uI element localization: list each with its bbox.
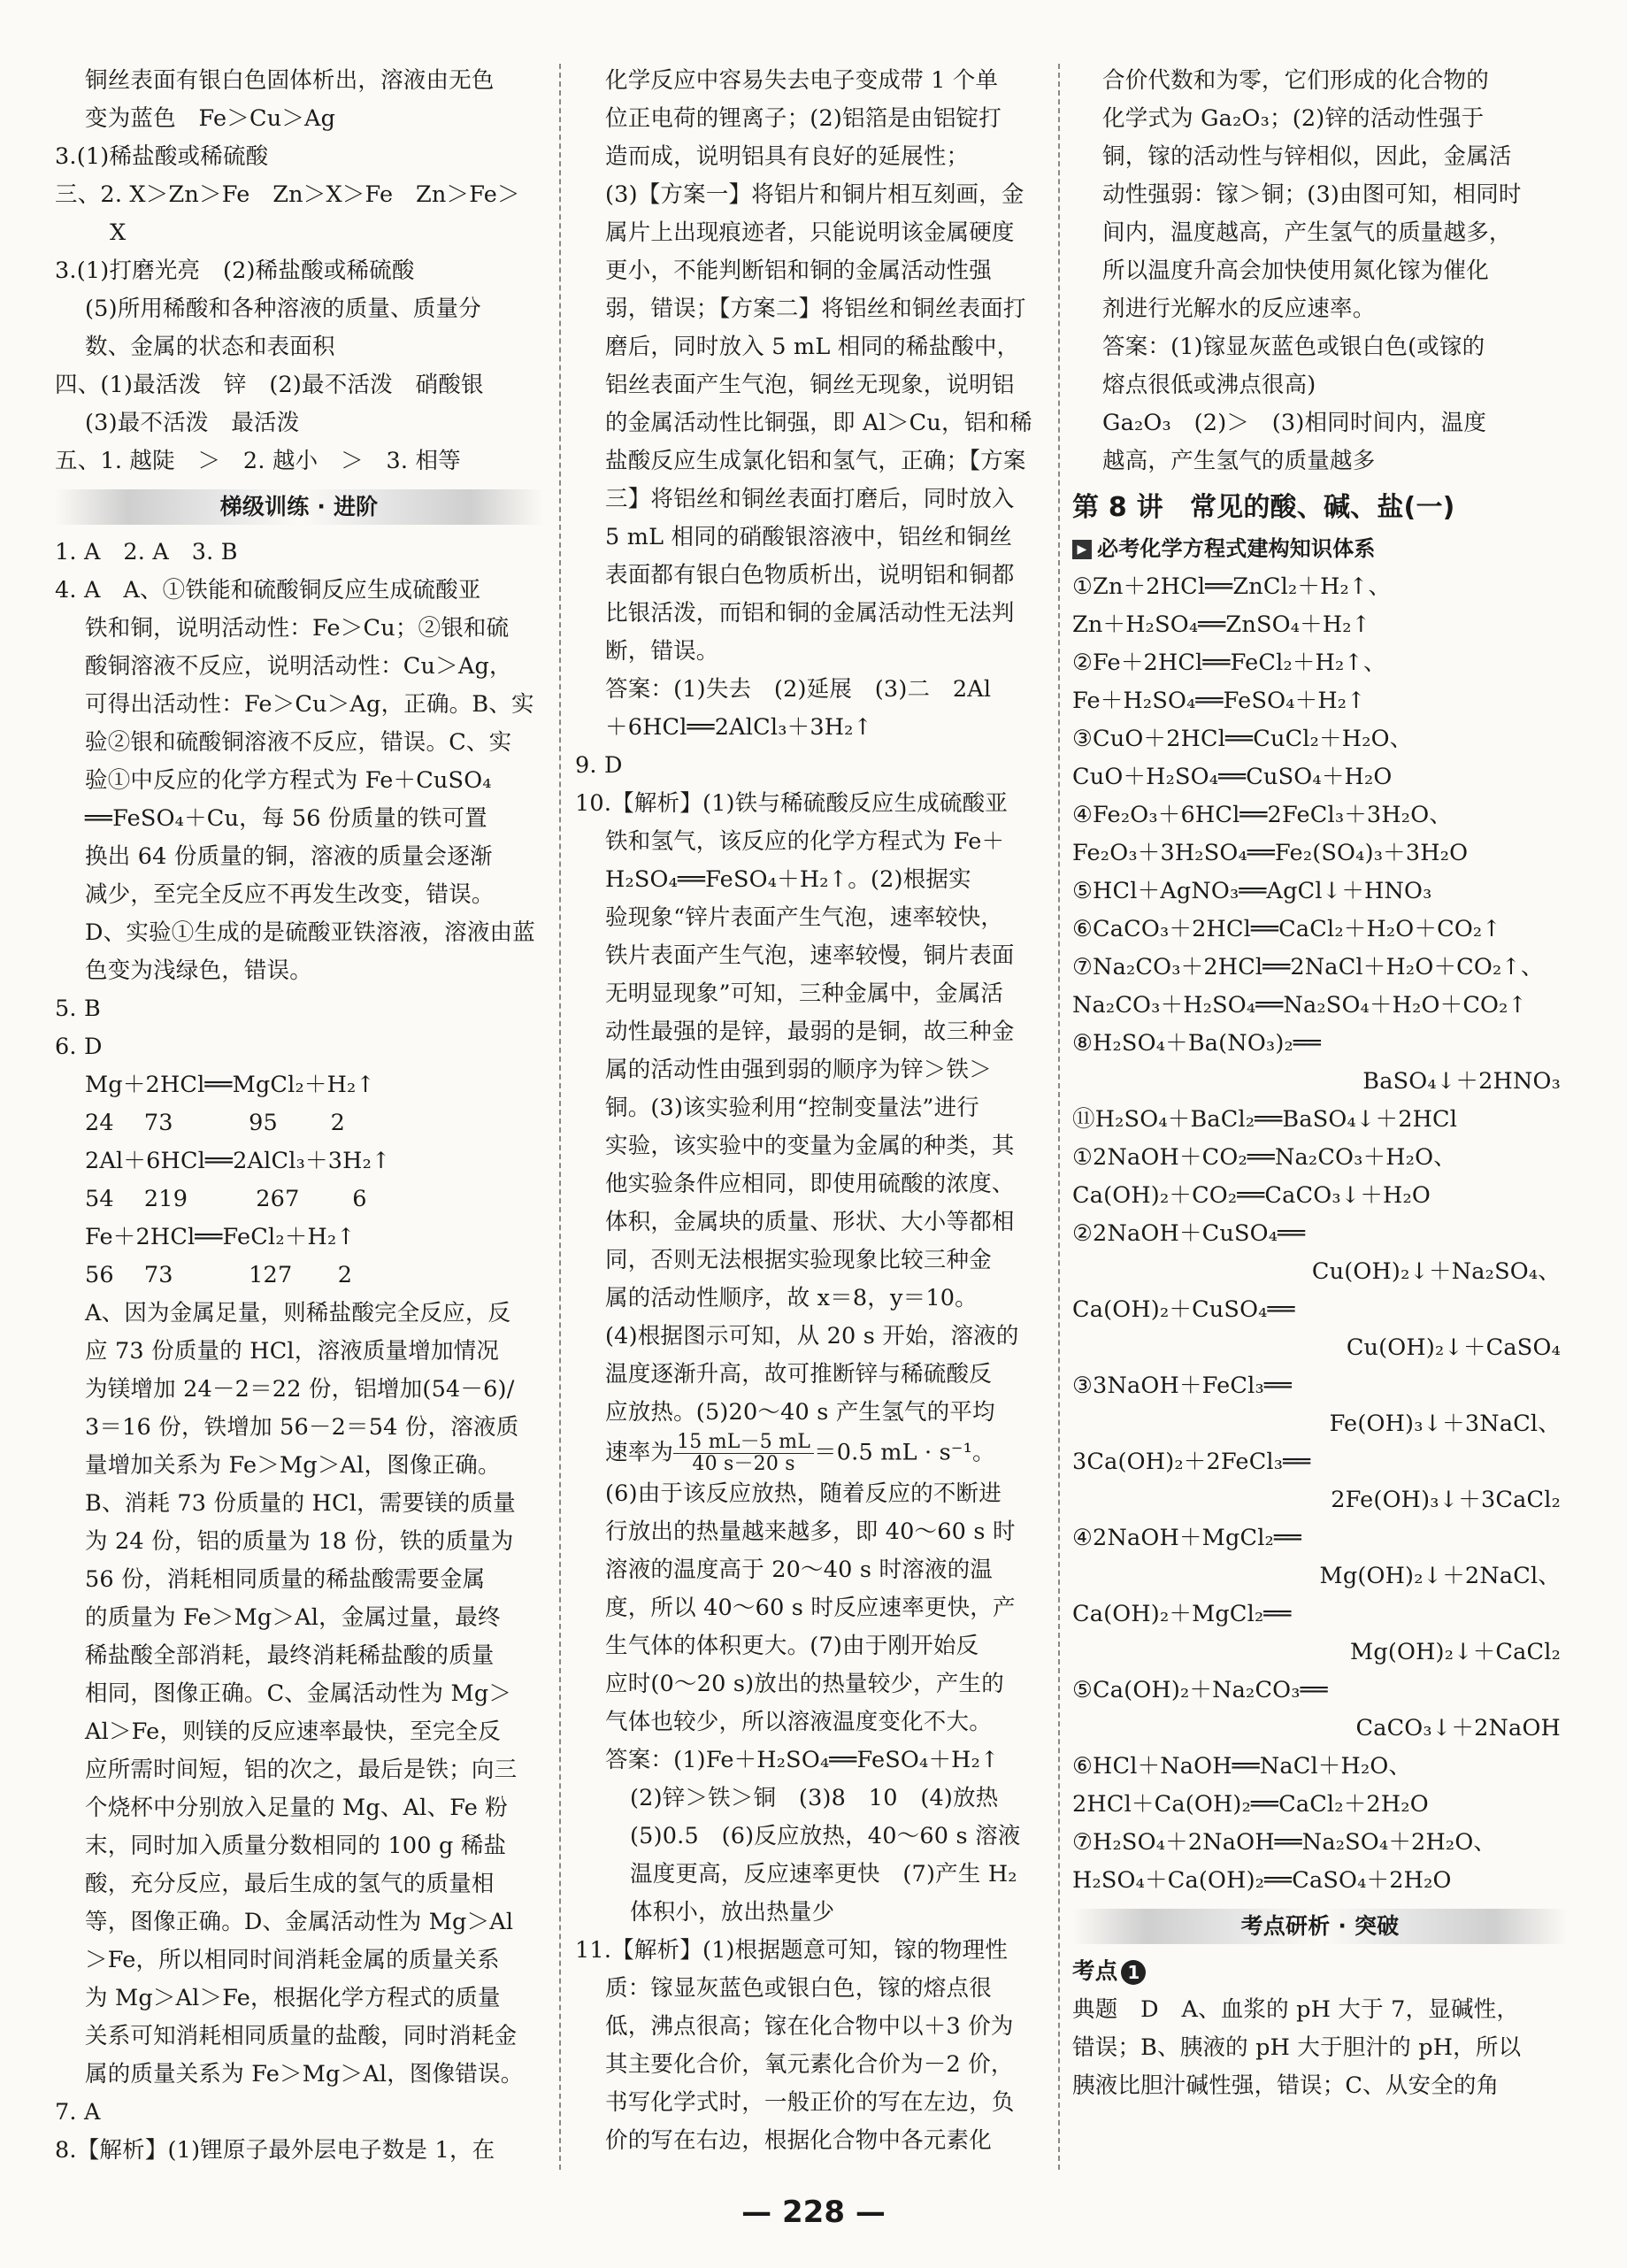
text-line: 所以温度升高会加快使用氮化镓为催化 xyxy=(1102,258,1489,284)
text-line: 低，沸点很高；镓在化合物中以＋3 价为 xyxy=(605,2013,1014,2040)
text-line: ＋6HCl══2AlCl₃＋3H₂↑ xyxy=(605,714,873,741)
text-line: H₂SO₄══FeSO₄＋H₂↑。(2)根据实 xyxy=(605,866,971,893)
text-line: Ga₂O₃ (2)＞ (3)相同时间内，温度 xyxy=(1102,410,1487,436)
text-line: 56 73 127 2 xyxy=(85,1262,353,1288)
text-line: (3)最不活泼 最活泼 xyxy=(85,410,300,436)
text-line: ①2NaOH＋CO₂══Na₂CO₃＋H₂O、 xyxy=(1072,1144,1456,1171)
text-line: Al＞Fe，则镁的反应速率最快，至完全反 xyxy=(85,1718,501,1745)
text-line: 3.(1)稀盐酸或稀硫酸 xyxy=(55,143,269,170)
text-line: 1. A 2. A 3. B xyxy=(55,539,238,565)
text-line: 9. D xyxy=(575,752,623,779)
text-line: 铜丝表面有银白色固体析出，溶液由无色 xyxy=(85,67,495,94)
text-line: 实验，该实验中的变量为金属的种类，其 xyxy=(605,1133,1015,1159)
text-line: CuO＋H₂SO₄══CuSO₄＋H₂O xyxy=(1072,764,1393,790)
text-line: ④Fe₂O₃＋6HCl══2FeCl₃＋3H₂O、 xyxy=(1072,802,1453,828)
text-line: 价的写在右边，根据化合物中各元素化 xyxy=(605,2127,992,2154)
text-line: 生气体的体积更大。(7)由于刚开始反 xyxy=(605,1633,979,1659)
text-line: 动性强弱：镓＞铜；(3)由图可知，相同时 xyxy=(1102,181,1522,208)
text-line: 铁和氢气，该反应的化学方程式为 Fe＋ xyxy=(605,828,1005,855)
text-line: 换出 64 份质量的铜，溶液的质量会逐渐 xyxy=(85,843,493,870)
text-line: D、实验①生成的是硫酸亚铁溶液，溶液由蓝 xyxy=(85,919,535,946)
kaodian-label: 考点 xyxy=(1072,1958,1118,1985)
text-line: ②2NaOH＋CuSO₄══ xyxy=(1072,1220,1306,1247)
text-line: 体积，金属块的质量、形状、大小等都相 xyxy=(605,1209,1015,1235)
text-line: (2)锌＞铁＞铜 (3)8 10 (4)放热 xyxy=(630,1785,999,1811)
text-line: 色变为浅绿色，错误。 xyxy=(85,957,313,984)
text-line: 他实验条件应相同，即使用硫酸的浓度、 xyxy=(605,1171,1015,1197)
text-line: 应时(0～20 s)放出的热量较少，产生的 xyxy=(605,1671,1004,1697)
text-line: 度，所以 40～60 s 时反应速率更快，产 xyxy=(605,1595,1016,1621)
text-line: 其主要化合价，氧元素化合价为－2 价， xyxy=(605,2051,1014,2078)
text-line: H₂SO₄＋Ca(OH)₂══CaSO₄＋2H₂O xyxy=(1072,1867,1452,1894)
text-line: 减少，至完全反应不再发生改变，错误。 xyxy=(85,881,495,908)
text-line: ③3NaOH＋FeCl₃══ xyxy=(1072,1372,1293,1399)
text-line: ══FeSO₄＋Cu，每 56 份质量的铁可置 xyxy=(85,805,487,832)
text-line: 三、2. X＞Zn＞Fe Zn＞X＞Fe Zn＞Fe＞ xyxy=(55,181,520,208)
text-line: 8.【解析】(1)锂原子最外层电子数是 1，在 xyxy=(55,2137,495,2164)
text-line: 3＝16 份，铁增加 56－2＝54 份，溶液质 xyxy=(85,1414,519,1441)
text-line: ⑤HCl＋AgNO₃══AgCl↓＋HNO₃ xyxy=(1072,878,1432,904)
text-line: 四、(1)最活泼 锌 (2)最不活泼 硝酸银 xyxy=(55,372,484,398)
kaodian-heading xyxy=(1072,1953,1568,1991)
text-line: 剂进行光解水的反应速率。 xyxy=(1102,296,1376,322)
text-line: 3Ca(OH)₂＋2FeCl₃══ xyxy=(1072,1449,1311,1475)
text-line: 断，错误。 xyxy=(605,638,719,665)
text-line: ⑧H₂SO₄＋Ba(NO₃)₂══ xyxy=(1072,1030,1322,1057)
text-line: 铝丝表面产生气泡，铜丝无现象，说明铝 xyxy=(605,372,1015,398)
text-line: 验①中反应的化学方程式为 Fe＋CuSO₄ xyxy=(85,767,492,794)
page-number: — 228 — xyxy=(741,2195,886,2230)
text-line: 化学式为 Ga₂O₃；(2)锌的活动性强于 xyxy=(1102,105,1485,132)
text-line: 2Fe(OH)₃↓＋3CaCl₂ xyxy=(1331,1487,1561,1513)
text-line: 等，图像正确。D、金属活动性为 Mg＞Al xyxy=(85,1909,514,1935)
text-line: 5. B xyxy=(55,996,101,1022)
text-line: ⑥HCl＋NaOH══NaCl＋H₂O、 xyxy=(1072,1753,1412,1780)
text-line: A、因为金属足量，则稀盐酸完全反应，反 xyxy=(85,1300,511,1326)
text-line: ③CuO＋2HCl══CuCl₂＋H₂O、 xyxy=(1072,726,1413,752)
text-line: 温度逐渐升高，故可推断锌与稀硫酸反 xyxy=(605,1361,992,1388)
text-line: Mg(OH)₂↓＋2NaCl、 xyxy=(1319,1563,1561,1589)
text-line: 10.【解析】(1)铁与稀硫酸反应生成硫酸亚 xyxy=(575,790,1009,817)
text-line: Fe＋H₂SO₄══FeSO₄＋H₂↑ xyxy=(1072,688,1366,714)
text-line: 典题 D A、血浆的 pH 大于 7，显碱性， xyxy=(1072,1996,1520,2023)
text-line: 盐酸反应生成氯化铝和氢气，正确；【方案 xyxy=(605,448,1026,474)
text-line: ⑤Ca(OH)₂＋Na₂CO₃══ xyxy=(1072,1677,1328,1703)
text-line: 相同，图像正确。C、金属活动性为 Mg＞ xyxy=(85,1680,512,1707)
text-line: 答案：(1)失去 (2)延展 (3)二 2Al xyxy=(605,676,992,703)
text-line: Fe₂O₃＋3H₂SO₄══Fe₂(SO₄)₃＋3H₂O xyxy=(1072,840,1469,866)
fraction xyxy=(673,1432,814,1475)
text-line: 24 73 95 2 xyxy=(85,1110,346,1136)
text-line: Ca(OH)₂＋CuSO₄══ xyxy=(1072,1296,1295,1323)
text-line: 书写化学式时，一般正价的写在左边，负 xyxy=(605,2089,1015,2116)
text-line: X xyxy=(110,219,127,246)
fraction-denominator: 40 s－20 s xyxy=(692,1453,795,1475)
text-line: 酸，充分反应，最后生成的氢气的质量相 xyxy=(85,1871,495,1897)
text-line: 4. A A、①铁能和硫酸铜反应生成硫酸亚 xyxy=(55,577,481,604)
section-banner: 考点研析 · 突破 xyxy=(1072,1909,1568,1944)
text-line: ⑦H₂SO₄＋2NaOH══Na₂SO₄＋2H₂O、 xyxy=(1072,1829,1497,1856)
text-line: ⑦Na₂CO₃＋2HCl══2NaCl＋H₂O＋CO₂↑、 xyxy=(1072,954,1544,980)
text-line: 体积小，放出热量少 xyxy=(630,1899,835,1926)
text-line: Ca(OH)₂＋CO₂══CaCO₃↓＋H₂O xyxy=(1072,1182,1431,1209)
text-line: 无明显现象”可知，三种金属中，金属活 xyxy=(605,980,1004,1007)
column-divider-1 xyxy=(559,64,561,2170)
rate-formula-line xyxy=(575,1432,1067,1475)
text-line: ①Zn＋2HCl══ZnCl₂＋H₂↑、 xyxy=(1072,573,1392,600)
text-line: 同，否则无法根据实验现象比较三种金 xyxy=(605,1247,992,1273)
text-line: 弱，错误；【方案二】将铝丝和铜丝表面打 xyxy=(605,296,1026,322)
chapter-title: 第 8 讲 常见的酸、碱、盐(一) xyxy=(1072,492,1455,523)
text-line: 关系可知消耗相同质量的盐酸，同时消耗金 xyxy=(85,2023,518,2049)
text-line: Fe＋2HCl══FeCl₂＋H₂↑ xyxy=(85,1224,356,1250)
text-line: B、消耗 73 份质量的 HCl，需要镁的质量 xyxy=(85,1490,517,1517)
text-line: 属的活动性由强到弱的顺序为锌＞铁＞ xyxy=(605,1057,992,1083)
text-line: Cu(OH)₂↓＋CaSO₄ xyxy=(1346,1334,1561,1361)
knowledge-heading xyxy=(1072,530,1568,568)
knowledge-heading-text: 必考化学方程式建构知识体系 xyxy=(1097,536,1376,561)
text-line: 应所需时间短，铝的次之，最后是铁；向三 xyxy=(85,1757,518,1783)
column-2 xyxy=(575,62,1067,2160)
text-line: 为 24 份，铝的质量为 18 份，铁的质量为 xyxy=(85,1528,514,1555)
text-line: 磨后，同时放入 5 mL 相同的稀盐酸中， xyxy=(605,334,1020,360)
text-line: CaCO₃↓＋2NaOH xyxy=(1355,1715,1561,1741)
text-line: 质：镓显灰蓝色或银白色，镓的熔点很 xyxy=(605,1975,992,2002)
text-line: 化学反应中容易失去电子变成带 1 个单 xyxy=(605,67,999,94)
text-line: ④2NaOH＋MgCl₂══ xyxy=(1072,1525,1302,1551)
text-line: 铜。(3)该实验利用“控制变量法”进行 xyxy=(605,1095,979,1121)
text-line: 答案：(1)Fe＋H₂SO₄══FeSO₄＋H₂↑ xyxy=(605,1747,1000,1773)
text-line: 间内，温度越高，产生氢气的质量越多， xyxy=(1102,219,1512,246)
text-line: 2Al＋6HCl══2AlCl₃＋3H₂↑ xyxy=(85,1148,391,1174)
column-1 xyxy=(55,62,543,2170)
text-line: 属的质量关系为 Fe＞Mg＞Al，图像错误。 xyxy=(85,2061,524,2087)
text-line: 位正电荷的锂离子；(2)铝箔是由铝锭打 xyxy=(605,105,1002,132)
text-line: ⑥CaCO₃＋2HCl══CaCl₂＋H₂O＋CO₂↑ xyxy=(1072,916,1501,942)
text-line: 行放出的热量越来越多，即 40～60 s 时 xyxy=(605,1518,1016,1545)
text-line: 表面都有银白色物质析出，说明铝和铜都 xyxy=(605,562,1015,588)
text-line: 11.【解析】(1)根据题意可知，镓的物理性 xyxy=(575,1937,1009,1964)
text-line: 2HCl＋Ca(OH)₂══CaCl₂＋2H₂O xyxy=(1072,1791,1429,1818)
text-line: 5 mL 相同的硝酸银溶液中，铝丝和铜丝 xyxy=(605,524,1013,550)
text-line: 3.(1)打磨光亮 (2)稀盐酸或稀硫酸 xyxy=(55,258,415,284)
text-line: 合价代数和为零，它们形成的化合物的 xyxy=(1102,67,1489,94)
text-line: 五、1. 越陡 ＞ 2. 越小 ＞ 3. 相等 xyxy=(55,448,461,474)
text-line: BaSO₄↓＋2HNO₃ xyxy=(1362,1068,1561,1095)
text-line: 验②银和硫酸铜溶液不反应，错误。C、实 xyxy=(85,729,512,756)
number-badge: 1 xyxy=(1121,1960,1146,1985)
text-line: 溶液的温度高于 20～40 s 时溶液的温 xyxy=(605,1557,993,1583)
text-line: 54 219 267 6 xyxy=(85,1186,367,1212)
text-line: 可得出活动性：Fe＞Cu＞Ag，正确。B、实 xyxy=(85,691,534,718)
text-line: 酸铜溶液不反应，说明活动性：Cu＞Ag， xyxy=(85,653,512,680)
text-line: (5)所用稀酸和各种溶液的质量、质量分 xyxy=(85,296,481,322)
text-line: 铁片表面产生气泡，速率较慢，铜片表面 xyxy=(605,942,1015,969)
text-line: 熔点很低或沸点很高) xyxy=(1102,372,1316,398)
text-line: 6. D xyxy=(55,1034,103,1060)
text-line: 变为蓝色 Fe＞Cu＞Ag xyxy=(85,105,336,132)
text-line: ②Fe＋2HCl══FeCl₂＋H₂↑、 xyxy=(1072,650,1386,676)
text-line: Zn＋H₂SO₄══ZnSO₄＋H₂↑ xyxy=(1072,611,1371,638)
text-line: 错误；B、胰液的 pH 大于胆汁的 pH，所以 xyxy=(1072,2034,1522,2061)
text-line: 比银活泼，而铝和铜的金属活动性无法判 xyxy=(605,600,1015,627)
text-line: 的质量为 Fe＞Mg＞Al，金属过量，最终 xyxy=(85,1604,501,1631)
text-line: 为镁增加 24－2＝22 份，铝增加(54－6)/ xyxy=(85,1376,515,1403)
text-line: 属的活动性顺序，故 x＝8，y＝10。 xyxy=(605,1285,978,1311)
text-line: 属片上出现痕迹者，只能说明该金属硬度 xyxy=(605,219,1015,246)
text-line: 数、金属的状态和表面积 xyxy=(85,334,335,360)
text-line: Na₂CO₃＋H₂SO₄══Na₂SO₄＋H₂O＋CO₂↑ xyxy=(1072,992,1528,1019)
text-line: 三】将铝丝和铜丝表面打磨后，同时放入 xyxy=(605,486,1015,512)
text-line: (6)由于该反应放热，随着反应的不断进 xyxy=(605,1480,1002,1507)
text-line: Fe(OH)₃↓＋3NaCl、 xyxy=(1329,1411,1561,1437)
text-line: 56 份，消耗相同质量的稀盐酸需要金属 xyxy=(85,1566,486,1593)
text-line: 为 Mg＞Al＞Fe，根据化学方程式的质量 xyxy=(85,1985,501,2011)
text-line: (3)【方案一】将铝片和铜片相互刻画，金 xyxy=(605,181,1025,208)
text-line: 铁和铜，说明活动性：Fe＞Cu；②银和硫 xyxy=(85,615,510,642)
text-line: 末，同时加入质量分数相同的 100 g 稀盐 xyxy=(85,1833,507,1859)
formula-prefix: 速率为 xyxy=(605,1439,674,1466)
text-line: ⑪H₂SO₄＋BaCl₂══BaSO₄↓＋2HCl xyxy=(1072,1106,1458,1133)
text-line: 动性最强的是锌，最弱的是铜，故三种金 xyxy=(605,1019,1015,1045)
text-line: 铜，镓的活动性与锌相似，因此，金属活 xyxy=(1102,143,1512,170)
text-line: 量增加关系为 Fe＞Mg＞Al，图像正确。 xyxy=(85,1452,501,1479)
text-line: 气体也较少，所以溶液温度变化不大。 xyxy=(605,1709,992,1735)
text-line: 个烧杯中分别放入足量的 Mg、Al、Fe 粉 xyxy=(85,1795,509,1821)
play-icon: ▶ xyxy=(1072,540,1092,559)
text-line: 7. A xyxy=(55,2099,101,2126)
text-line: Mg(OH)₂↓＋CaCl₂ xyxy=(1350,1639,1561,1665)
text-line: (4)根据图示可知，从 20 s 开始，溶液的 xyxy=(605,1323,1019,1349)
text-line: 的金属活动性比铜强，即 Al＞Cu，铝和稀 xyxy=(605,410,1032,436)
text-line: 验现象“锌片表面产生气泡，速率较快， xyxy=(605,904,1004,931)
section-banner: 梯级训练 · 进阶 xyxy=(55,489,543,525)
text-line: 胰液比胆汁碱性强，错误；C、从安全的角 xyxy=(1072,2072,1500,2099)
text-line: ＞Fe，所以相同时间消耗金属的质量关系 xyxy=(85,1947,500,1973)
column-3 xyxy=(1072,62,1568,2105)
text-line: 应 73 份质量的 HCl，溶液质量增加情况 xyxy=(85,1338,500,1365)
text-line: Cu(OH)₂↓＋Na₂SO₄、 xyxy=(1311,1258,1561,1285)
text-line: 造而成，说明铝具有良好的延展性； xyxy=(605,143,970,170)
fraction-numerator: 15 mL－5 mL xyxy=(673,1432,814,1454)
text-line: Ca(OH)₂＋MgCl₂══ xyxy=(1072,1601,1292,1627)
text-line: 答案：(1)镓显灰蓝色或银白色(或镓的 xyxy=(1102,334,1485,360)
text-line: Mg＋2HCl══MgCl₂＋H₂↑ xyxy=(85,1072,376,1098)
formula-suffix: ＝0.5 mL · s⁻¹。 xyxy=(814,1439,995,1466)
text-line: 稀盐酸全部消耗，最终消耗稀盐酸的质量 xyxy=(85,1642,495,1669)
text-line: 更小，不能判断铝和铜的金属活动性强 xyxy=(605,258,992,284)
text-line: 越高，产生氢气的质量越多 xyxy=(1102,448,1376,474)
text-line: (5)0.5 (6)反应放热，40～60 s 溶液 xyxy=(630,1823,1021,1849)
text-line: 应放热。(5)20～40 s 产生氢气的平均 xyxy=(605,1399,995,1426)
text-line: 温度更高，反应速率更快 (7)产生 H₂ xyxy=(630,1861,1017,1887)
